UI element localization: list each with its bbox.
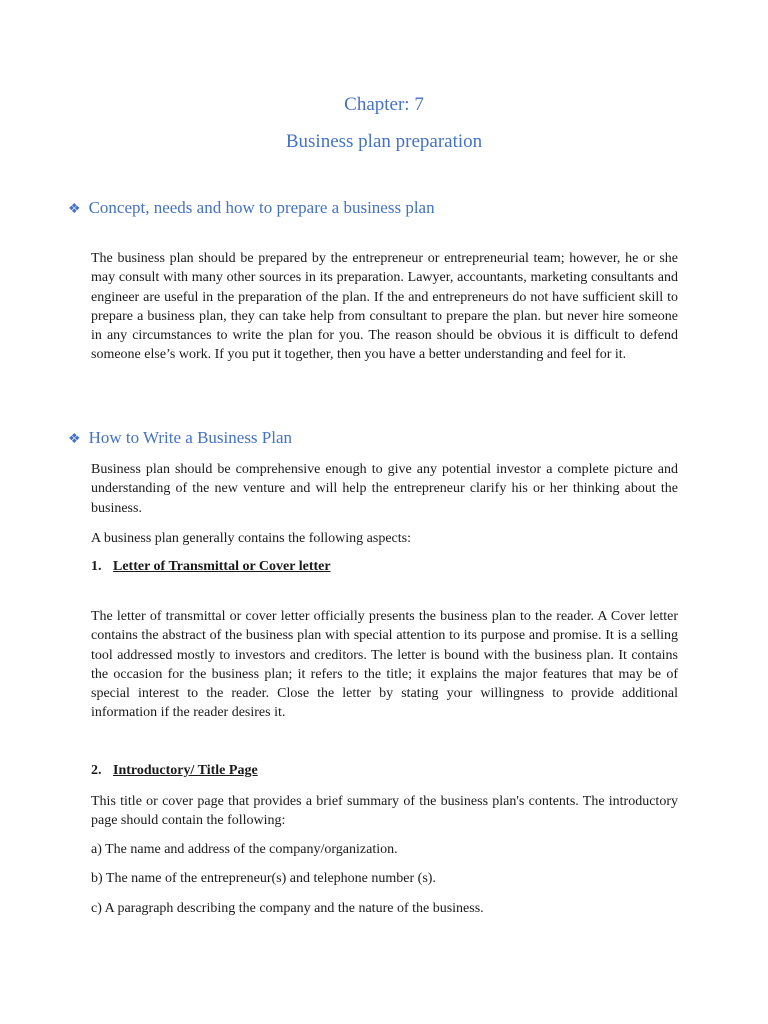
list-item: b) The name of the entrepreneur(s) and telephone number (s). [91,871,436,886]
chapter-title: Chapter: 7 [344,94,424,115]
aspect-number: 1. [91,559,102,574]
aspect-title: Introductory/ Title Page [113,763,258,778]
list-item: a) The name and address of the company/organization. [91,842,398,857]
list-item: c) A paragraph describing the company and the nature of the business. [91,901,484,916]
section-heading-write [68,428,292,448]
aspect-heading-1 [91,559,331,575]
paragraph-aspects-intro: A business plan generally contains the following aspects: [91,531,411,546]
paragraph-write: Business plan should be comprehensive enough to give any potential investor a complete picture and understanding of the new venture and will help the entrepreneur clarify his or her thinking about the business. [91,462,678,516]
section-heading-concept-text: Concept, needs and how to prepare a business plan [88,198,435,217]
chapter-subtitle: Business plan preparation [285,131,483,152]
aspect-heading-2 [91,763,258,779]
paragraph-concept: The business plan should be prepared by the entrepreneur or entrepreneurial team; however, he or she may consult with many other sources in its preparation. Lawyer, accountants, marketing consultants and engineer are useful in the preparation of the plan. If the and entrepreneurs do not have sufficient skill to prepare a business plan, they can take help from consultant to prepare the plan. but never hire someone in any circumstances to write the plan for you. The reason should be obvious it is difficult to defend someone else’s work. If you put it together, then you have a better understanding and feel for it. [91,251,678,363]
section-heading-write-text: How to Write a Business Plan [88,428,293,447]
aspect-title: Letter of Transmittal or Cover letter [113,559,331,574]
paragraph-title-page: This title or cover page that provides a brief summary of the business plan's contents. The introductory page should contain the following: [91,794,678,829]
aspect-number: 2. [91,763,102,778]
diamond-bullet-icon: ❖ [68,432,81,447]
diamond-bullet-icon: ❖ [68,202,81,217]
paragraph-cover-letter: The letter of transmittal or cover letter officially presents the business plan to the reader. A Cover letter contains the abstract of the business plan with special attention to its purpose and promise. It is a selling tool addressed mostly to investors and creditors. The letter is bound with the business plan. It contains the occasion for the business plan; it refers to the title; it explains the major features that may be of special interest to the reader. Close the letter by stating your willingness to provide additional information if the reader desires it. [91,609,678,721]
section-heading-concept [68,198,435,218]
